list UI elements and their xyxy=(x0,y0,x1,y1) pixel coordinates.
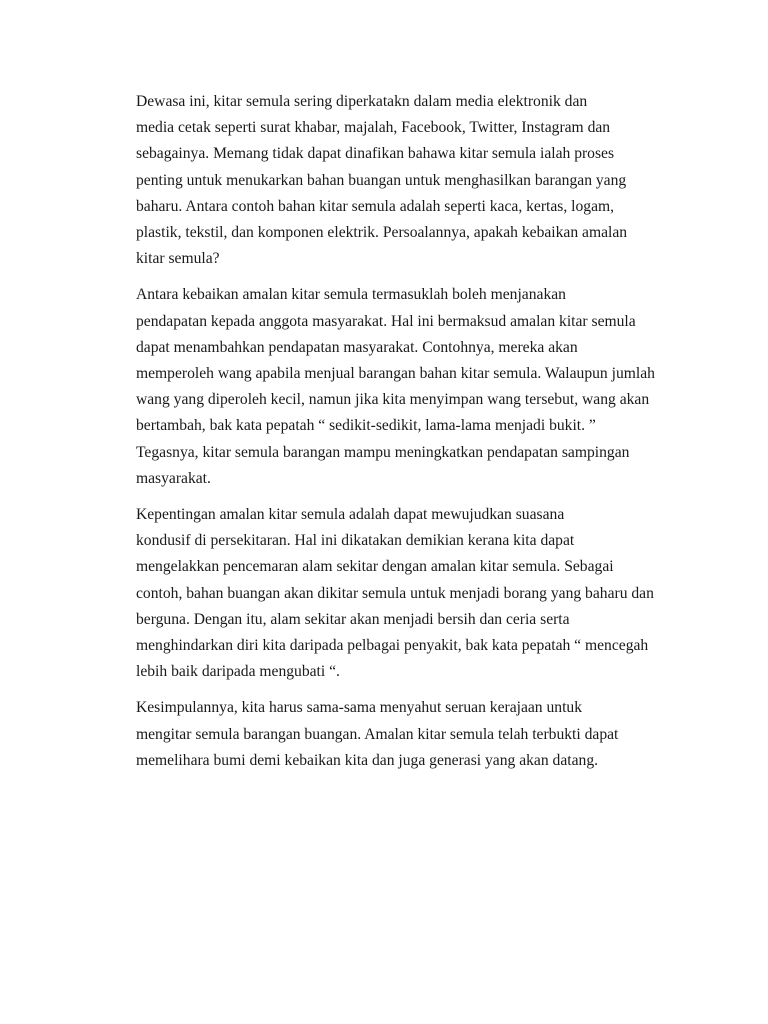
text-line: memperoleh wang apabila menjual barangan bahan kitar semula. Walaupun jumlah xyxy=(136,365,655,383)
paragraph-conclusion xyxy=(90,695,690,774)
text-line: Tegasnya, kitar semula barangan mampu meningkatkan pendapatan sampingan xyxy=(136,443,630,461)
paragraph-introduction xyxy=(90,89,690,272)
text-line: bertambah, bak kata pepatah “ sedikit-sedikit, lama-lama menjadi bukit. ” xyxy=(136,417,596,435)
text-line: Kesimpulannya, kita harus sama-sama menyahut seruan kerajaan untuk xyxy=(136,699,583,717)
text-line: media cetak seperti surat khabar, majalah, Facebook, Twitter, Instagram dan xyxy=(136,119,611,137)
text-line: penting untuk menukarkan bahan buangan untuk menghasilkan barangan yang xyxy=(136,171,627,189)
text-line: lebih baik daripada mengubati “. xyxy=(136,663,340,681)
paragraph-environment-benefit xyxy=(90,502,690,685)
text-line: mengitar semula barangan buangan. Amalan kitar semula telah terbukti dapat xyxy=(136,725,619,743)
text-line: Dewasa ini, kitar semula sering diperkatakn dalam media elektronik dan xyxy=(136,93,588,110)
text-line: contoh, bahan buangan akan dikitar semula untuk menjadi borang yang baharu dan xyxy=(136,584,654,602)
text-line: mengelakkan pencemaran alam sekitar dengan amalan kitar semula. Sebagai xyxy=(136,558,614,576)
paragraph-income-benefit xyxy=(90,282,690,492)
text-line: Antara kebaikan amalan kitar semula termasuklah boleh menjanakan xyxy=(136,286,566,304)
text-line: berguna. Dengan itu, alam sekitar akan menjadi bersih dan ceria serta xyxy=(136,610,570,628)
text-line: kitar semula? xyxy=(136,250,220,268)
text-line: kondusif di persekitaran. Hal ini dikatakan demikian kerana kita dapat xyxy=(136,532,575,550)
text-line: sebagainya. Memang tidak dapat dinafikan bahawa kitar semula ialah proses xyxy=(136,145,615,163)
document-body xyxy=(90,89,690,784)
text-line: Kepentingan amalan kitar semula adalah dapat mewujudkan suasana xyxy=(136,506,565,524)
text-line: plastik, tekstil, dan komponen elektrik. Persoalannya, apakah kebaikan amalan xyxy=(136,224,628,242)
text-line: menghindarkan diri kita daripada pelbagai penyakit, bak kata pepatah “ mencegah xyxy=(136,637,649,655)
text-line: pendapatan kepada anggota masyarakat. Hal ini bermaksud amalan kitar semula xyxy=(136,312,636,330)
text-line: memelihara bumi demi kebaikan kita dan juga generasi yang akan datang. xyxy=(136,751,599,769)
text-line: dapat menambahkan pendapatan masyarakat. Contohnya, mereka akan xyxy=(136,338,578,356)
text-line: wang yang diperoleh kecil, namun jika kita menyimpan wang tersebut, wang akan xyxy=(136,391,650,409)
text-line: masyarakat. xyxy=(136,469,211,487)
text-line: baharu. Antara contoh bahan kitar semula adalah seperti kaca, kertas, logam, xyxy=(136,197,615,215)
